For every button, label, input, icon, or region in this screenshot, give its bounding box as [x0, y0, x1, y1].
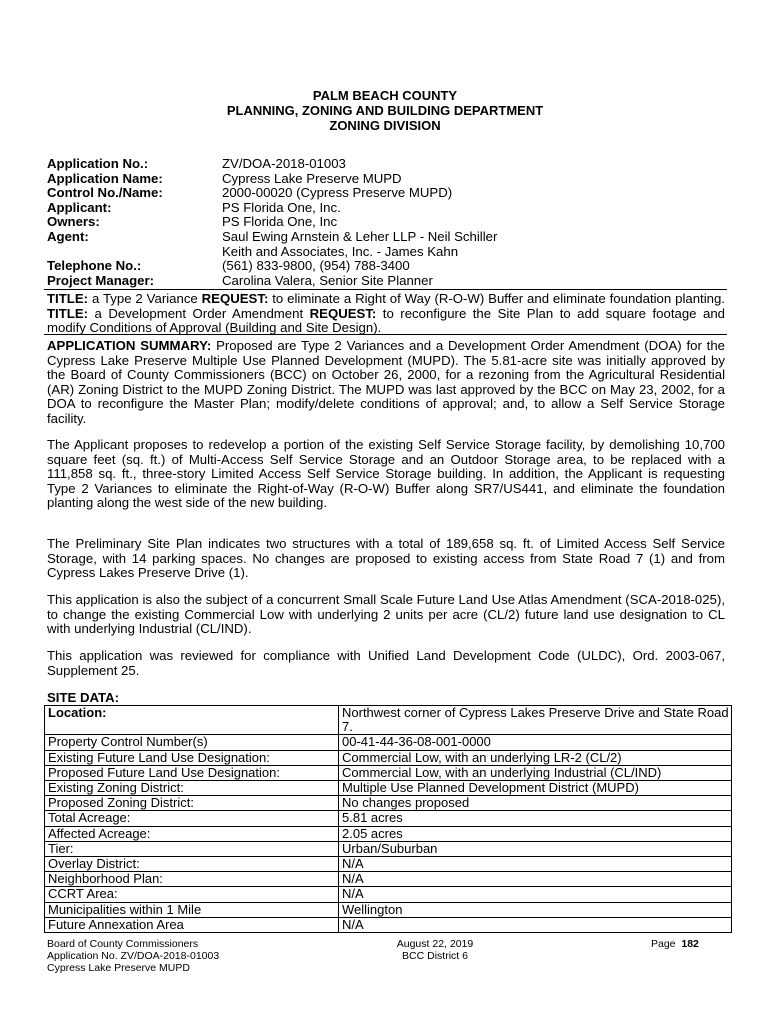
title-request-block: TITLE: a Type 2 Variance REQUEST: to eliminate a Right of Way (R-O-W) Buffer and eliminate foundation planting. TITLE: a Development Order Amendment REQUEST: to reconfigure the Site Plan to add square footage and modify Conditions of Approval (Building and Site Design). — [47, 291, 725, 336]
info-row: Agent: Saul Ewing Arnstein & Leher LLP - Neil Schiller — [47, 228, 498, 244]
table-row: Overlay District: N/A — [45, 857, 732, 872]
paragraph: The Applicant proposes to redevelop a portion of the existing Self Service Storage facility, by demolishing 10,700 square feet (sq. ft.) of Multi-Access Self Service Storage and an Outdoor Storage area, to be replaced with a 111,858 sq. ft., three-story Limited Access Self Service Storage building. In addition, the Applicant is requesting Type 2 Variances to eliminate the Right-of-Way (R-O-W) Buffer along SR7/US441, and eliminate the foundation planting along the west side of the new building. — [47, 437, 725, 511]
info-row: Application Name: Cypress Lake Preserve MUPD — [47, 170, 402, 186]
table-row: Future Annexation Area N/A — [45, 917, 732, 932]
table-row: Existing Future Land Use Designation: Commercial Low, with an underlying LR-2 (CL/2) — [45, 750, 732, 765]
site-data-heading: SITE DATA: — [47, 690, 120, 705]
application-summary: APPLICATION SUMMARY: Proposed are Type 2 Variances and a Development Order Amendment (DOA) for the Cypress Lake Preserve Multiple Use Planned Development (MUPD). The 5.81-acre site was initially approved by the Board of County Commissioners (BCC) on October 26, 2000, for a rezoning from the Agricultural Residential (AR) Zoning District to the MUPD Zoning District. The MUPD was last approved by the BCC on May 23, 2002, for a DOA to reconfigure the Master Plan; modify/delete conditions of approval; and, to allow a Self Service Storage facility. — [47, 338, 725, 426]
page-label: Page — [651, 938, 676, 950]
site-data-table — [44, 705, 732, 933]
county-name: PALM BEACH COUNTY — [312, 88, 458, 103]
table-row: Total Acreage: 5.81 acres — [45, 811, 732, 826]
table-row: Affected Acreage: 2.05 acres — [45, 826, 732, 841]
table-row: Property Control Number(s) 00-41-44-36-08-001-0000 — [45, 735, 732, 750]
table-row: CCRT Area: N/A — [45, 887, 732, 902]
paragraph: This application is also the subject of a concurrent Small Scale Future Land Use Atlas Amendment (SCA-2018-025), to change the existing Commercial Low with underlying 2 units per acre (CL/2) future land use designation to CL with underlying Industrial (CL/IND). — [47, 592, 725, 637]
document-header — [0, 88, 770, 133]
table-row: Tier: Urban/Suburban — [45, 841, 732, 856]
info-row: Owners: PS Florida One, Inc — [47, 214, 338, 230]
footer-district: BCC District 6 — [402, 950, 468, 962]
table-row: Existing Zoning District: Multiple Use Planned Development District (MUPD) — [45, 781, 732, 796]
footer-page — [651, 938, 699, 950]
info-row: Keith and Associates, Inc. - James Kahn — [222, 243, 459, 259]
application-info — [47, 157, 497, 288]
info-row: Application No.: ZV/DOA-2018-01003 — [47, 156, 346, 171]
paragraph: This application was reviewed for compliance with Unified Land Development Code (ULDC), Ord. 2003-067, Supplement 25. — [47, 648, 725, 678]
divider — [44, 334, 727, 335]
info-row: Telephone No.: (561) 833-9800, (954) 788-3400 — [47, 258, 410, 274]
info-row: Project Manager: Carolina Valera, Senior Site Planner — [47, 272, 433, 288]
footer-left — [47, 938, 219, 974]
paragraph: The Preliminary Site Plan indicates two structures with a total of 189,658 sq. ft. of Limited Access Self Service Storage, with 14 parking spaces. No changes are proposed to existing access from State Road 7 (1) and from Cypress Lakes Preserve Drive (1). — [47, 536, 725, 581]
footer-date: August 22, 2019 — [396, 938, 474, 950]
divider — [44, 289, 727, 290]
footer-project-name: Cypress Lake Preserve MUPD — [47, 962, 190, 974]
footer-board: Board of County Commissioners — [47, 938, 199, 950]
department-name: PLANNING, ZONING AND BUILDING DEPARTMENT — [226, 103, 544, 118]
table-row: Neighborhood Plan: N/A — [45, 872, 732, 887]
table-row: Proposed Zoning District: No changes proposed — [45, 796, 732, 811]
footer-center — [360, 938, 510, 962]
table-row: Proposed Future Land Use Designation: Commercial Low, with an underlying Industrial (CL/IND) — [45, 765, 732, 780]
footer-application-no: Application No. ZV/DOA-2018-01003 — [47, 950, 220, 962]
info-row: Applicant: PS Florida One, Inc. — [47, 199, 341, 215]
page-number: 182 — [681, 938, 699, 950]
table-row: Municipalities within 1 Mile Wellington — [45, 902, 732, 917]
division-name: ZONING DIVISION — [329, 118, 441, 133]
info-row: Control No./Name: 2000-00020 (Cypress Preserve MUPD) — [47, 185, 453, 201]
table-row: Location: Northwest corner of Cypress Lakes Preserve Drive and State Road 7. — [45, 706, 732, 735]
